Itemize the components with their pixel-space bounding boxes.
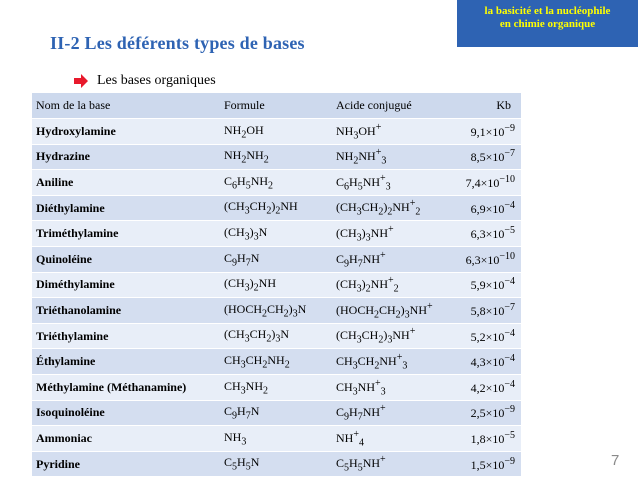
formula-cell: $(CH_3CH_2)_2NH$ xyxy=(220,195,332,221)
kb-cell: $1,8\times 10^{-5}$ xyxy=(448,426,521,452)
kb-cell: $7,4\times 10^{-10}$ xyxy=(448,170,521,196)
kb-cell: $6,3\times 10^{-5}$ xyxy=(448,221,521,247)
table-row xyxy=(32,323,521,349)
formula-cell: $C_9H_7N$ xyxy=(220,400,332,426)
conjugate-acid-cell: $(CH_3CH_2)_2NH^+_2$ xyxy=(332,195,448,221)
right-arrow-icon xyxy=(73,74,89,88)
formula-cell: $C_6H_5NH_2$ xyxy=(220,170,332,196)
base-name-cell: Pyridine xyxy=(32,451,220,477)
base-name-cell: Isoquinoléine xyxy=(32,400,220,426)
conjugate-acid-cell: $(CH_3CH_2)_3NH^+$ xyxy=(332,323,448,349)
table-row xyxy=(32,221,521,247)
column-header-formula: Formule xyxy=(220,93,332,119)
table-body xyxy=(32,119,521,477)
kb-cell: $6,9\times 10^{-4}$ xyxy=(448,195,521,221)
conjugate-acid-cell: $C_5H_5NH^+$ xyxy=(332,451,448,477)
conjugate-acid-cell: $NH_2NH^+_3$ xyxy=(332,144,448,170)
conjugate-acid-cell: $C_6H_5NH^+_3$ xyxy=(332,170,448,196)
base-name-cell: Triéthylamine xyxy=(32,323,220,349)
course-topic-tab xyxy=(457,0,638,47)
conjugate-acid-cell: $(CH_3)_2NH^+_2$ xyxy=(332,272,448,298)
conjugate-acid-cell: $(HOCH_2CH_2)_3NH^+$ xyxy=(332,298,448,324)
base-name-cell: Triéthanolamine xyxy=(32,298,220,324)
conjugate-acid-cell: $NH^+_4$ xyxy=(332,426,448,452)
formula-cell: $C_9H_7N$ xyxy=(220,247,332,273)
conjugate-acid-cell: $C_9H_7NH^+$ xyxy=(332,247,448,273)
base-name-cell: Hydrazine xyxy=(32,144,220,170)
base-name-cell: Diméthylamine xyxy=(32,272,220,298)
table-row xyxy=(32,375,521,401)
table-row xyxy=(32,144,521,170)
formula-cell: $NH_3$ xyxy=(220,426,332,452)
column-header-kb: Kb xyxy=(448,93,521,119)
course-topic-line1: la basicité et la nucléophile xyxy=(484,5,611,17)
table-row xyxy=(32,170,521,196)
column-header-name: Nom de la base xyxy=(32,93,220,119)
kb-cell: $8,5\times 10^{-7}$ xyxy=(448,144,521,170)
kb-cell: $4,3\times 10^{-4}$ xyxy=(448,349,521,375)
base-name-cell: Ammoniac xyxy=(32,426,220,452)
base-name-cell: Hydroxylamine xyxy=(32,119,220,145)
base-name-cell: Méthylamine (Méthanamine) xyxy=(32,375,220,401)
kb-cell: $1,5\times 10^{-9}$ xyxy=(448,451,521,477)
kb-cell: $6,3\times 10^{-10}$ xyxy=(448,247,521,273)
formula-cell: $NH_2OH$ xyxy=(220,119,332,145)
table-row xyxy=(32,119,521,145)
table-row xyxy=(32,349,521,375)
page-number: 7 xyxy=(611,452,620,469)
base-name-cell: Diéthylamine xyxy=(32,195,220,221)
kb-cell: $5,8\times 10^{-7}$ xyxy=(448,298,521,324)
kb-cell: $9,1\times 10^{-9}$ xyxy=(448,119,521,145)
table-row xyxy=(32,426,521,452)
kb-cell: $2,5\times 10^{-9}$ xyxy=(448,400,521,426)
conjugate-acid-cell: $CH_3CH_2NH^+_3$ xyxy=(332,349,448,375)
formula-cell: $C_5H_5N$ xyxy=(220,451,332,477)
table-header-row xyxy=(32,93,521,119)
conjugate-acid-cell: $(CH_3)_3NH^+$ xyxy=(332,221,448,247)
table-row xyxy=(32,195,521,221)
conjugate-acid-cell: $C_9H_7NH^+$ xyxy=(332,400,448,426)
formula-cell: $(HOCH_2CH_2)_3N$ xyxy=(220,298,332,324)
course-topic-line2: en chimie organique xyxy=(499,18,596,30)
formula-cell: $(CH_3CH_2)_3N$ xyxy=(220,323,332,349)
formula-cell: $CH_3NH_2$ xyxy=(220,375,332,401)
kb-cell: $5,2\times 10^{-4}$ xyxy=(448,323,521,349)
table-row xyxy=(32,298,521,324)
table-row xyxy=(32,272,521,298)
base-name-cell: Éthylamine xyxy=(32,349,220,375)
conjugate-acid-cell: $NH_3OH^+$ xyxy=(332,119,448,145)
bullet-item xyxy=(73,73,216,89)
kb-cell: $4,2\times 10^{-4}$ xyxy=(448,375,521,401)
formula-cell: $NH_2NH_2$ xyxy=(220,144,332,170)
kb-cell: $5,9\times 10^{-4}$ xyxy=(448,272,521,298)
slide-title: II-2 Les déférents types de bases xyxy=(50,33,305,53)
base-name-cell: Triméthylamine xyxy=(32,221,220,247)
formula-cell: $(CH_3)_2NH$ xyxy=(220,272,332,298)
base-name-cell: Aniline xyxy=(32,170,220,196)
formula-cell: $(CH_3)_3N$ xyxy=(220,221,332,247)
column-header-conjugate-acid: Acide conjugué xyxy=(332,93,448,119)
formula-cell: $CH_3CH_2NH_2$ xyxy=(220,349,332,375)
bases-table xyxy=(32,93,521,477)
table-row xyxy=(32,400,521,426)
bullet-text: Les bases organiques xyxy=(97,73,216,88)
table-row xyxy=(32,247,521,273)
conjugate-acid-cell: $CH_3NH^+_3$ xyxy=(332,375,448,401)
table-row xyxy=(32,451,521,477)
base-name-cell: Quinoléine xyxy=(32,247,220,273)
